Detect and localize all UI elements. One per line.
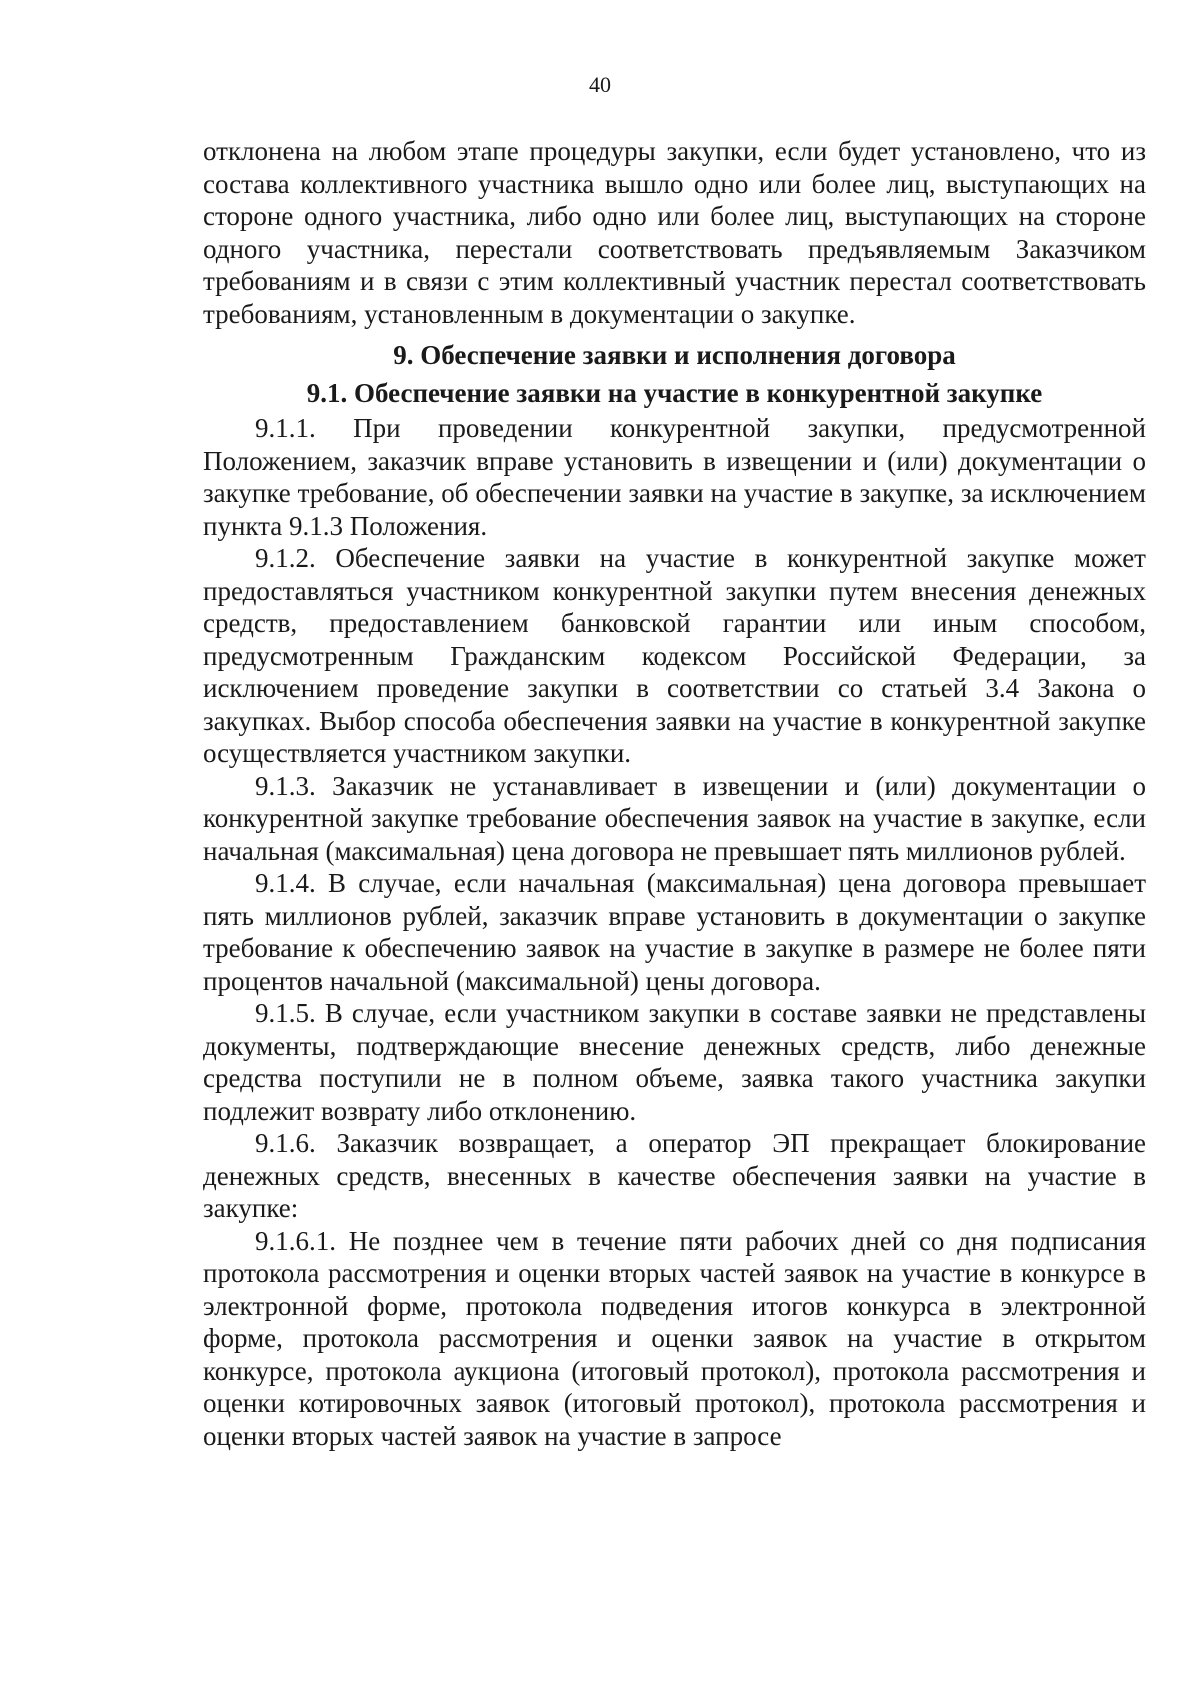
subsection-heading: 9.1. Обеспечение заявки на участие в конкурентной закупке	[306, 378, 1043, 408]
document-body	[203, 135, 1146, 1452]
clause-9-1-4: 9.1.4. В случае, если начальная (максимальная) цена договора превышает пять миллионов рублей, заказчик вправе установить в документации о закупке требование к обеспечению заявок на участие в закупке в размере не более пяти процентов начальной (максимальной) цены договора.	[203, 868, 1146, 996]
clause-9-1-5: 9.1.5. В случае, если участником закупки в составе заявки не представлены документы, подтверждающие внесение денежных средств, либо денежные средства поступили не в полном объеме, заявка такого участника закупки подлежит возврату либо отклонению.	[203, 998, 1146, 1126]
clause-9-1-6-1: 9.1.6.1. Не позднее чем в течение пяти рабочих дней со дня подписания протокола рассмотрения и оценки вторых частей заявок на участие в конкурсе в электронной форме, протокола подведения итогов конкурса в электронной форме, протокола рассмотрения и оценки заявок на участие в открытом конкурсе, протокола аукциона (итоговый протокол), протокола рассмотрения и оценки котировочных заявок (итоговый протокол), протокола рассмотрения и оценки вторых частей заявок на участие в запросе	[203, 1225, 1146, 1451]
clause-9-1-1: 9.1.1. При проведении конкурентной закупки, предусмотренной Положением, заказчик вправе установить в извещении и (или) документации о закупке требование, об обеспечении заявки на участие в закупке, за исключением пункта 9.1.3 Положения.	[203, 413, 1146, 541]
intro-paragraph: отклонена на любом этапе процедуры закупки, если будет установлено, что из состава коллективного участника вышло одно или более лиц, выступающих на стороне одного участника, либо одно или более лиц, выступающих на стороне одного участника, перестали соответствовать предъявляемым Заказчиком требованиям и в связи с этим коллективный участник перестал соответствовать требованиям, установленным в документации о закупке.	[203, 136, 1146, 329]
clause-9-1-3: 9.1.3. Заказчик не устанавливает в извещении и (или) документации о конкурентной закупке требование обеспечения заявок на участие в закупке, если начальная (максимальная) цена договора не превышает пять миллионов рублей.	[203, 770, 1146, 866]
clause-9-1-2: 9.1.2. Обеспечение заявки на участие в конкурентной закупке может предоставляться участником конкурентной закупки путем внесения денежных средств, предоставлением банковской гарантии или иным способом, предусмотренным Гражданским кодексом Российской Федерации, за исключением проведение закупки в соответствии со статьей 3.4 Закона о закупках. Выбор способа обеспечения заявки на участие в конкурентной закупке осуществляется участником закупки.	[203, 543, 1146, 768]
section-heading: 9. Обеспечение заявки и исполнения договора	[393, 340, 956, 370]
page-number: 40	[589, 72, 611, 97]
clause-9-1-6: 9.1.6. Заказчик возвращает, а оператор ЭП прекращает блокирование денежных средств, внесенных в качестве обеспечения заявки на участие в закупке:	[203, 1128, 1146, 1223]
